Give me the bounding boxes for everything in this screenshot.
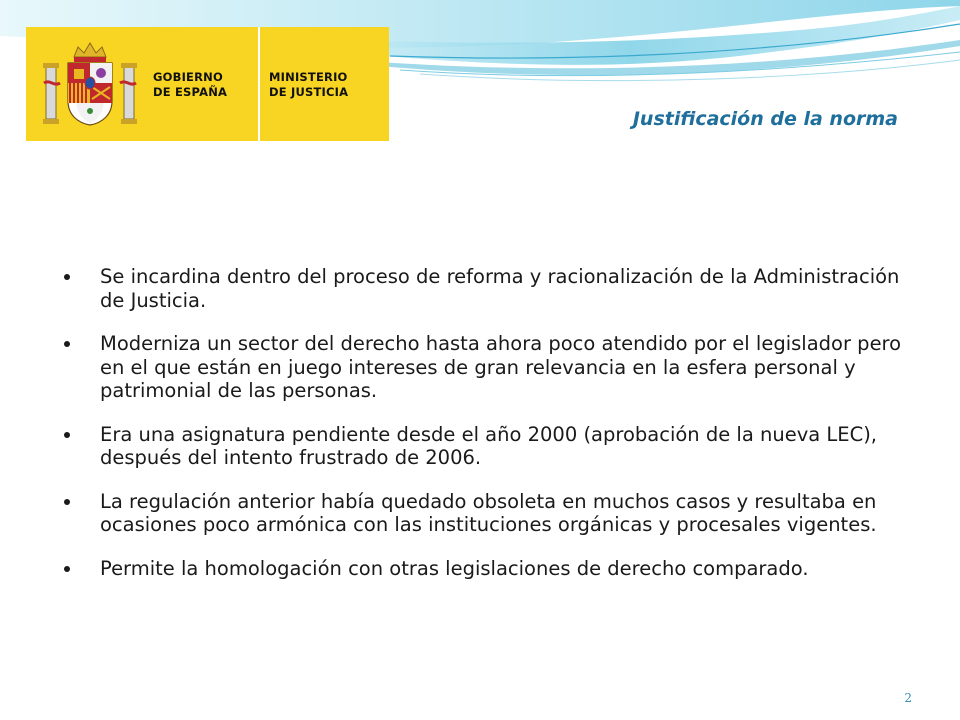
government-line-2: DE ESPAÑA <box>153 85 228 99</box>
bullet-dot-icon <box>64 341 70 347</box>
bullet-text: Permite la homologación con otras legislaciones de derecho comparado. <box>100 556 809 580</box>
logo-divider <box>258 27 260 141</box>
bullet-list <box>64 265 914 600</box>
ministry-line-1: MINISTERIO <box>269 70 348 84</box>
bullet-dot-icon <box>64 566 70 572</box>
bullet-text: Se incardina dentro del proceso de reforma y racionalización de la Administración de Justicia. <box>100 265 900 312</box>
bullet-item <box>64 265 914 312</box>
bullet-dot-icon <box>64 432 70 438</box>
ministry-label <box>269 70 348 100</box>
ministry-line-2: DE JUSTICIA <box>269 85 349 99</box>
government-line-1: GOBIERNO <box>153 70 223 84</box>
government-label <box>153 70 227 100</box>
bullet-dot-icon <box>64 274 70 280</box>
slide-title: Justificación de la norma <box>632 108 898 130</box>
bullet-dot-icon <box>64 499 70 505</box>
bullet-item <box>64 423 914 470</box>
ministry-logo <box>26 27 389 141</box>
bullet-text: La regulación anterior había quedado obsoleta en muchos casos y resultaba en ocasiones poco armónica con las instituciones orgánicas y procesales vigentes. <box>100 489 877 536</box>
page-number: 2 <box>904 691 912 705</box>
coat-of-arms-icon <box>40 39 140 131</box>
bullet-text: Moderniza un sector del derecho hasta ahora poco atendido por el legislador pero en el que están en juego intereses de gran relevancia en la esfera personal y patrimonial de las personas. <box>100 332 902 402</box>
bullet-text: Era una asignatura pendiente desde el año 2000 (aprobación de la nueva LEC), después del intento frustrado de 2006. <box>100 422 878 469</box>
bullet-item <box>64 490 914 537</box>
bullet-item <box>64 332 914 403</box>
bullet-item <box>64 557 914 581</box>
